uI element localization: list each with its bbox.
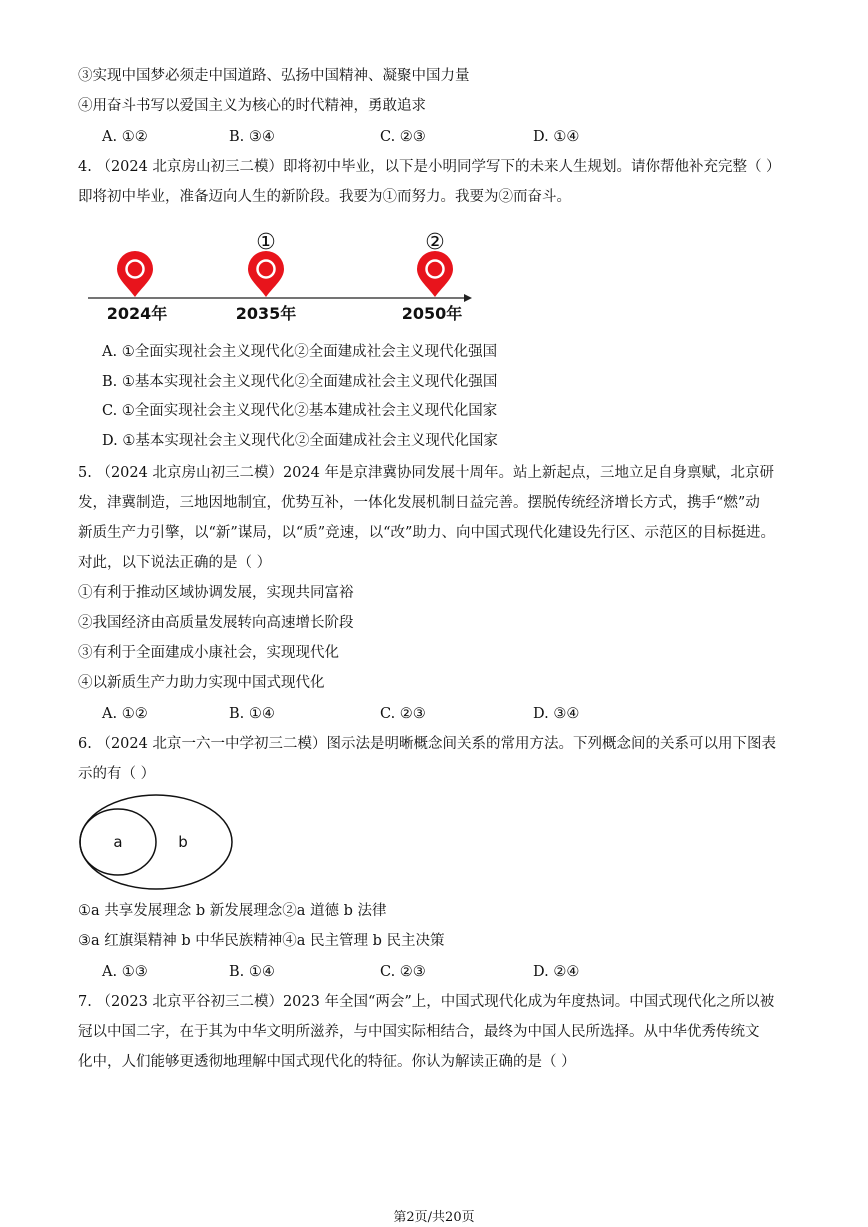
option-d[interactable]: D. ①④	[533, 129, 580, 145]
pin-2024	[117, 251, 153, 297]
option-b[interactable]: B. ③④	[229, 129, 275, 145]
question-7-stem-2: 冠以中国二字，在于其为中华文明所滋养，与中国实际相结合，最终为中国人民所选择。从中华优秀传统文	[78, 1024, 760, 1040]
option-c[interactable]: C. ②③	[380, 129, 426, 145]
year-label-2050: 2050年	[401, 304, 463, 323]
timeline-diagram	[80, 222, 480, 327]
question-7-stem-1: 7. （2023 北京平谷初三二模）2023 年全国“两会”上，中国式现代化成为年度热词。中国式现代化之所以被	[78, 994, 775, 1010]
statement-3: ③实现中国梦必须走中国道路、弘扬中国精神、凝聚中国力量	[78, 68, 470, 84]
marker-2: ②	[425, 230, 445, 255]
question-5-stem-2: 发，津冀制造，三地因地制宜，优势互补，一体化发展机制日益完善。摆脱传统经济增长方式，携手“燃”动	[78, 495, 760, 511]
question-5-stem-3: 新质生产力引擎，以“新”谋局，以“质”竞速，以“改”助力、向中国式现代化建设先行区、示范区的目标挺进。	[78, 525, 775, 541]
option-a[interactable]: A. ①②	[102, 706, 148, 722]
option-d[interactable]: D. ③④	[533, 706, 580, 722]
map-pin-icon	[117, 251, 153, 297]
q4-option-d[interactable]: D. ①基本实现社会主义现代化②全面建成社会主义现代化国家	[102, 433, 498, 449]
option-b[interactable]: B. ①④	[229, 706, 275, 722]
year-label-2035: 2035年	[235, 304, 297, 323]
q5-statement-4: ④以新质生产力助力实现中国式现代化	[78, 675, 325, 691]
page-number: 第2页/共20页	[393, 1210, 475, 1225]
label-b: b	[178, 833, 188, 851]
question-5-stem-1: 5. （2024 北京房山初三二模）2024 年是京津冀协同发展十周年。站上新起点，三地立足自身禀赋，北京研	[78, 465, 774, 481]
option-c[interactable]: C. ②③	[380, 964, 426, 980]
question-7-stem-3: 化中，人们能够更透彻地理解中国式现代化的特征。你认为解读正确的是（ ）	[78, 1054, 576, 1070]
q4-option-b[interactable]: B. ①基本实现社会主义现代化②全面建成社会主义现代化强国	[102, 374, 498, 390]
map-pin-icon	[248, 251, 284, 297]
q4-option-a[interactable]: A. ①全面实现社会主义现代化②全面建成社会主义现代化强国	[102, 344, 498, 360]
venn-diagram	[76, 794, 238, 894]
year-label-2024: 2024年	[106, 304, 168, 323]
map-pin-icon	[417, 251, 453, 297]
statement-4: ④用奋斗书写以爱国主义为核心的时代精神，勇敢追求	[78, 98, 426, 114]
option-a[interactable]: A. ①②	[102, 129, 148, 145]
q6-pairs-2: ③a 红旗渠精神 b 中华民族精神④a 民主管理 b 民主决策	[78, 933, 445, 949]
q6-pairs-1: ①a 共享发展理念 b 新发展理念②a 道德 b 法律	[78, 903, 387, 919]
option-a[interactable]: A. ①③	[102, 964, 148, 980]
question-5-stem-4: 对此，以下说法正确的是（ ）	[78, 555, 272, 571]
marker-1: ①	[256, 230, 276, 255]
timeline-arrow	[464, 294, 472, 302]
question-6-stem-2: 示的有（ ）	[78, 766, 156, 782]
option-b[interactable]: B. ①④	[229, 964, 275, 980]
q4-option-c[interactable]: C. ①全面实现社会主义现代化②基本建成社会主义现代化国家	[102, 403, 498, 419]
q5-statement-1: ①有利于推动区域协调发展，实现共同富裕	[78, 585, 354, 601]
pin-2050	[417, 251, 453, 297]
question-4-context: 即将初中毕业，准备迈向人生的新阶段。我要为①而努力。我要为②而奋斗。	[78, 189, 571, 205]
option-c[interactable]: C. ②③	[380, 706, 426, 722]
q5-statement-3: ③有利于全面建成小康社会，实现现代化	[78, 645, 339, 661]
option-d[interactable]: D. ②④	[533, 964, 580, 980]
q5-statement-2: ②我国经济由高质量发展转向高速增长阶段	[78, 615, 354, 631]
pin-2035	[248, 251, 284, 297]
question-6-stem-1: 6. （2024 北京一六一中学初三二模）图示法是明晰概念间关系的常用方法。下列概念间的关系可以用下图表	[78, 736, 776, 752]
label-a: a	[113, 833, 123, 851]
question-4-stem: 4. （2024 北京房山初三二模）即将初中毕业，以下是小明同学写下的未来人生规划。请你帮他补充完整（ ）	[78, 159, 781, 175]
